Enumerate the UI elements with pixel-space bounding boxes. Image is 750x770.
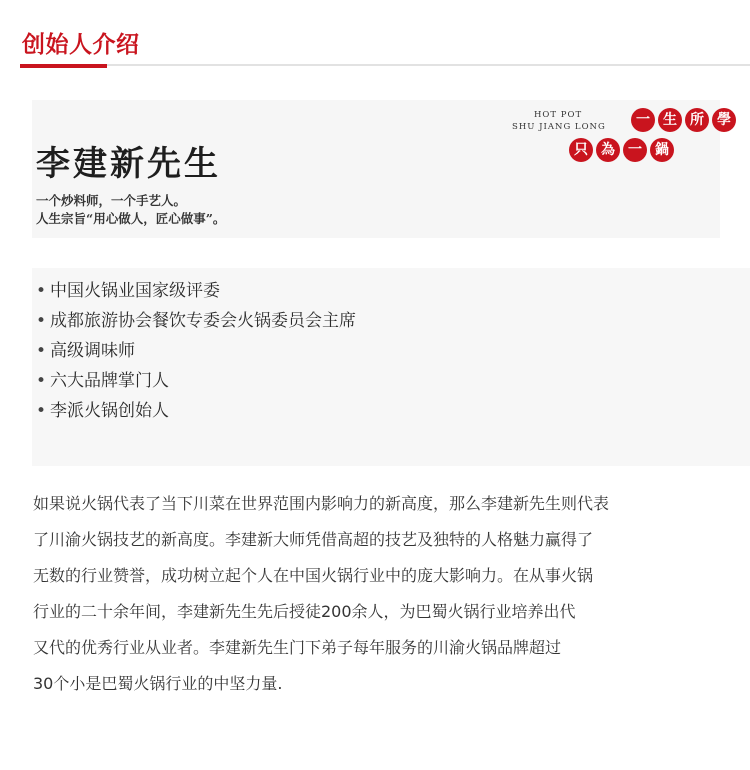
seal-character: 一: [623, 138, 647, 162]
founder-bio: [33, 486, 723, 702]
section-header: [0, 0, 750, 72]
founder-titles-card: [32, 268, 750, 466]
list-item: • 六大品牌掌门人: [36, 371, 169, 391]
list-item: • 李派火锅创始人: [36, 401, 169, 421]
title-text: 中国火锅业国家级评委: [50, 281, 220, 301]
section-title: 创始人介绍: [22, 32, 140, 58]
founder-name: 李建新先生: [36, 144, 221, 184]
list-item: • 高级调味师: [36, 341, 135, 361]
bio-line: 又代的优秀行业从业者。李建新先生门下弟子每年服务的川渝火锅品牌超过: [33, 638, 562, 657]
tagline-line: 一个炒料师，一个手艺人。: [36, 193, 187, 208]
title-text: 李派火锅创始人: [50, 401, 169, 421]
seal-character: 鍋: [650, 138, 674, 162]
brand-logo: [510, 106, 731, 168]
bio-line: 如果说火锅代表了当下川菜在世界范围内影响力的新高度，那么李建新先生则代表: [33, 494, 610, 513]
seal-character: 只: [569, 138, 593, 162]
bio-line: 了川渝火锅技艺的新高度。李建新大师凭借高超的技艺及独特的人格魅力赢得了: [33, 530, 594, 549]
header-divider: [20, 64, 750, 66]
bio-line: 无数的行业赞誉，成功树立起个人在中国火锅行业中的庞大影响力。在从事火锅: [33, 566, 594, 585]
title-text: 高级调味师: [50, 341, 135, 361]
bio-line: 行业的二十余年间，李建新先生先后授徒200余人，为巴蜀火锅行业培养出代: [33, 602, 576, 621]
list-item: • 中国火锅业国家级评委: [36, 281, 220, 301]
seal-character: 一: [631, 108, 655, 132]
founder-tagline: [36, 192, 225, 228]
brand-en-line: HOT POT: [534, 110, 583, 120]
founder-intro-card: [32, 100, 731, 238]
title-text: 成都旅游协会餐饮专委会火锅委员会主席: [50, 311, 356, 331]
bio-line: 30个小是巴蜀火锅行业的中坚力量.: [33, 674, 283, 693]
seal-character: 生: [658, 108, 682, 132]
seal-character: 為: [596, 138, 620, 162]
brand-en-line: SHU JIANG LONG: [512, 122, 606, 132]
seal-character: 學: [712, 108, 736, 132]
header-accent-bar: [20, 64, 107, 68]
seal-character: 所: [685, 108, 709, 132]
titles-list: [36, 280, 356, 430]
title-text: 六大品牌掌门人: [50, 371, 169, 391]
list-item: • 成都旅游协会餐饮专委会火锅委员会主席: [36, 311, 356, 331]
tagline-line: 人生宗旨“用心做人，匠心做事”。: [36, 211, 226, 226]
